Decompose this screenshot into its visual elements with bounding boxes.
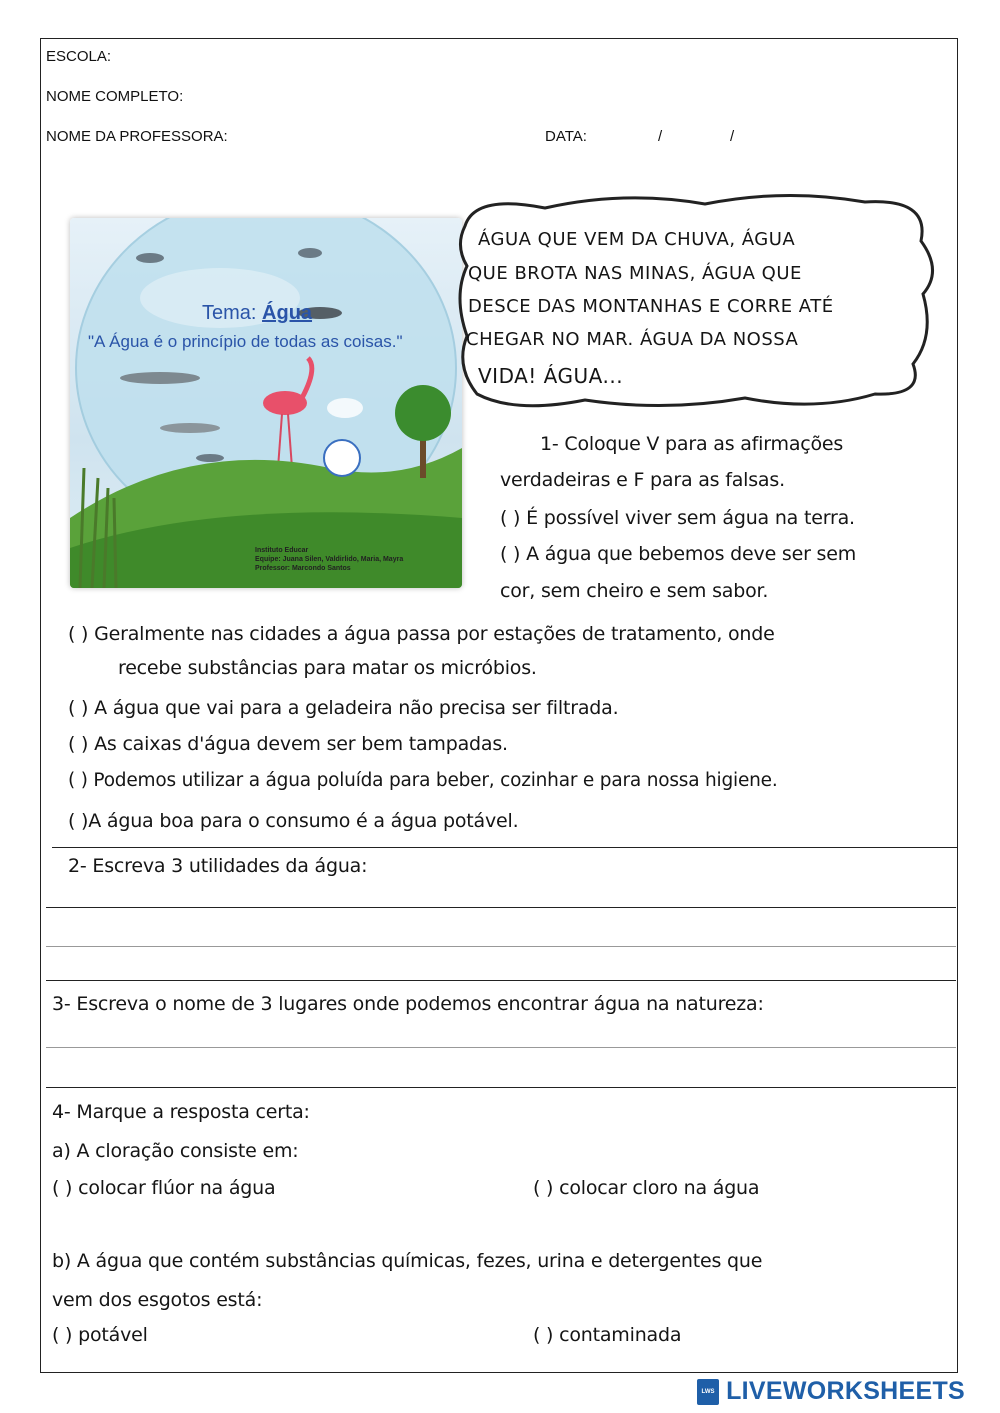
poster-credit: Professor: Marcondo Santos — [255, 565, 351, 572]
poster-theme-prefix: Tema: — [202, 302, 257, 324]
tf-statement-continuation: cor, sem cheiro e sem sabor. — [500, 580, 769, 602]
liveworksheets-logo — [697, 1377, 965, 1407]
cloud-text-line: VIDA! ÁGUA... — [478, 364, 624, 388]
question-4-title: 4- Marque a resposta certa: — [52, 1101, 310, 1123]
option-b-contaminada[interactable]: ( ) contaminada — [533, 1324, 682, 1346]
tf-statement[interactable]: ( ) Podemos utilizar a água poluída para beber, cozinhar e para nossa higiene. — [68, 770, 778, 791]
answer-line[interactable] — [46, 907, 956, 908]
question-4a: a) A cloração consiste em: — [52, 1140, 299, 1162]
name-label: NOME COMPLETO: — [46, 88, 184, 105]
tf-statement[interactable]: ( ) As caixas d'água devem ser bem tampadas. — [68, 733, 508, 755]
poster-quote: "A Água é o princípio de todas as coisas." — [88, 332, 403, 351]
school-label: ESCOLA: — [46, 48, 112, 65]
poster-credit: Instituto Educar — [255, 547, 309, 554]
teacher-label: NOME DA PROFESSORA: — [46, 128, 228, 145]
cloud-text-line: DESCE DAS MONTANHAS E CORRE ATÉ — [468, 296, 834, 317]
date-separator: / — [730, 128, 735, 145]
answer-line[interactable] — [46, 1087, 956, 1088]
question-4b: b) A água que contém substâncias químicas, fezes, urina e detergentes que — [52, 1250, 763, 1272]
question-2-title: 2- Escreva 3 utilidades da água: — [68, 855, 368, 877]
question-1-title: verdadeiras e F para as falsas. — [500, 469, 785, 491]
cloud-text-line: ÁGUA QUE VEM DA CHUVA, ÁGUA — [478, 229, 796, 250]
question-4b: vem dos esgotos está: — [52, 1289, 263, 1311]
poster-credit: Equipe: Juana Silen, Valdirlido, Maria, Mayra — [255, 556, 404, 563]
question-3-title: 3- Escreva o nome de 3 lugares onde podemos encontrar água na natureza: — [52, 993, 764, 1015]
option-b-potavel[interactable]: ( ) potável — [52, 1324, 148, 1346]
tf-statement[interactable]: ( ) É possível viver sem água na terra. — [500, 507, 855, 529]
logo-text: LIVEWORKSHEETS — [726, 1377, 966, 1405]
divider-line — [52, 847, 958, 848]
answer-line[interactable] — [46, 980, 956, 981]
poster-theme-word: Água — [262, 302, 313, 324]
answer-line[interactable] — [46, 946, 956, 947]
tf-statement[interactable]: ( )A água boa para o consumo é a água potável. — [68, 810, 519, 832]
cloud-text-line: CHEGAR NO MAR. ÁGUA DA NOSSA — [466, 329, 799, 350]
option-a-cloro[interactable]: ( ) colocar cloro na água — [533, 1177, 760, 1199]
tf-statement[interactable]: ( ) A água que bebemos deve ser sem — [500, 543, 857, 565]
poster-illustration — [70, 218, 462, 588]
cloud-text-line: QUE BROTA NAS MINAS, ÁGUA QUE — [468, 263, 802, 284]
logo-icon — [697, 1379, 719, 1405]
option-a-fluor[interactable]: ( ) colocar flúor na água — [52, 1177, 276, 1199]
tf-statement[interactable]: ( ) A água que vai para a geladeira não precisa ser filtrada. — [68, 697, 619, 719]
tf-statement-continuation: recebe substâncias para matar os micróbios. — [118, 657, 537, 679]
tf-statement[interactable]: ( ) Geralmente nas cidades a água passa por estações de tratamento, onde — [68, 623, 775, 645]
question-1-title: 1- Coloque V para as afirmações — [540, 433, 844, 455]
logo-icon-letter: LWS — [697, 1379, 719, 1405]
date-separator: / — [658, 128, 663, 145]
water-theme-poster — [70, 218, 462, 588]
date-label: DATA: — [545, 128, 587, 145]
answer-line[interactable] — [46, 1047, 956, 1048]
